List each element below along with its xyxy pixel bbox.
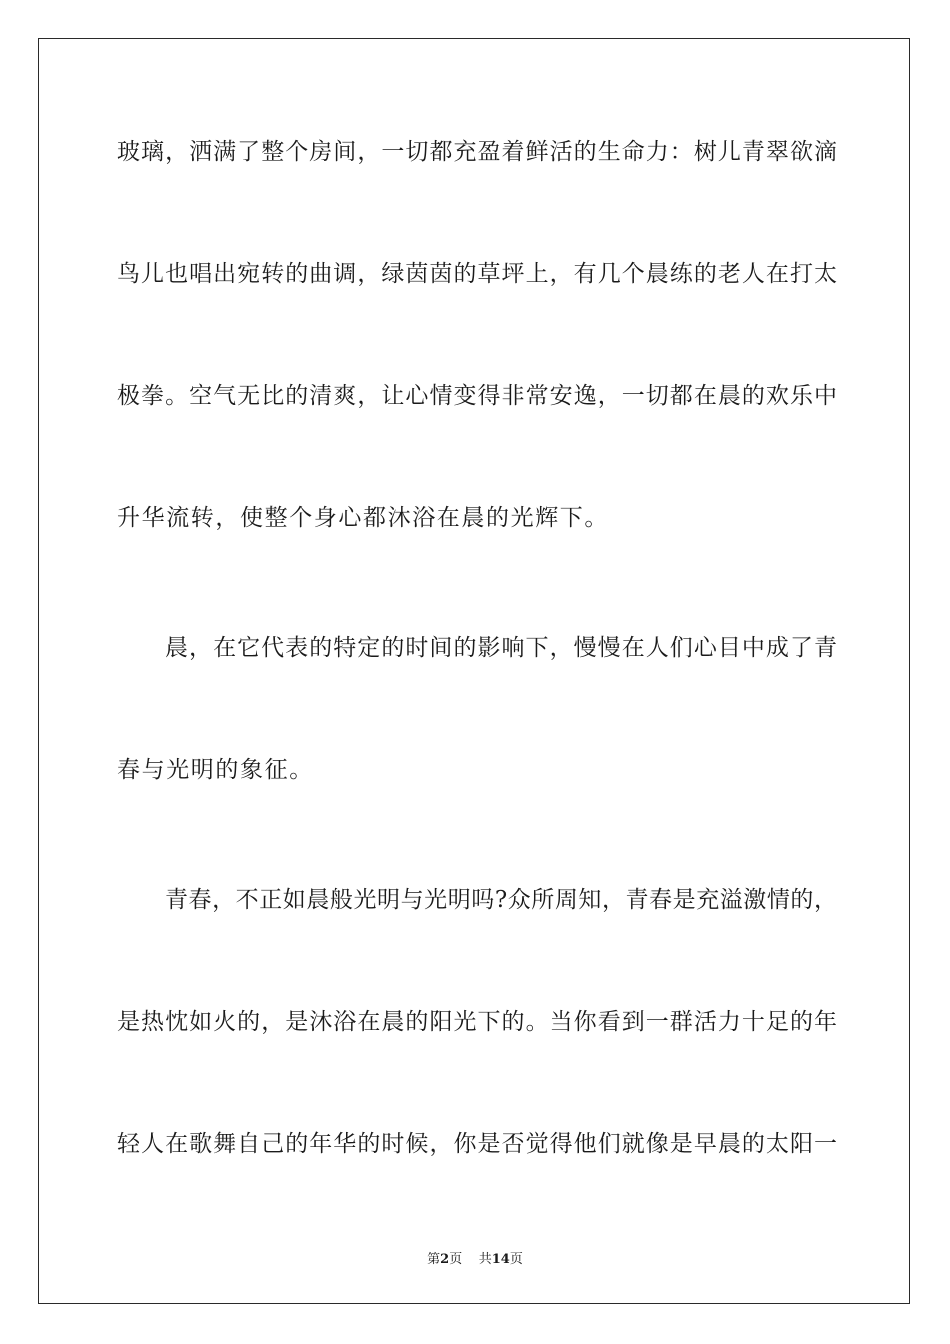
footer-total-prefix: 共 (478, 1252, 492, 1267)
footer-page-current: 2 (440, 1252, 450, 1267)
text-line-5: 晨，在它代表的特定的时间的影响下，慢慢在人们心目中成了青 (165, 635, 837, 661)
text-line-2: 鸟儿也唱出宛转的曲调，绿茵茵的草坪上，有几个晨练的老人在打太 (117, 261, 837, 287)
text-line-8: 是热忱如火的，是沐浴在晨的阳光下的。当你看到一群活力十足的年 (117, 1009, 837, 1035)
text-line-1: 玻璃，洒满了整个房间，一切都充盈着鲜活的生命力：树儿青翠欲滴 (117, 139, 837, 165)
text-line-4: 升华流转，使整个身心都沐浴在晨的光辉下。 (117, 505, 609, 531)
footer-total-suffix: 页 (509, 1252, 523, 1267)
text-line-9: 轻人在歌舞自己的年华的时候，你是否觉得他们就像是早晨的太阳一 (117, 1131, 837, 1157)
text-line-7: 青春，不正如晨般光明与光明吗?众所周知，青春是充溢激情的， (165, 887, 837, 913)
footer-page-prefix: 第 (427, 1252, 441, 1267)
text-line-3: 极拳。空气无比的清爽，让心情变得非常安逸，一切都在晨的欢乐中 (117, 383, 837, 409)
page-border (38, 38, 910, 1304)
footer-page-total: 14 (491, 1252, 510, 1267)
page-footer (0, 1248, 950, 1267)
footer-page-suffix: 页 (449, 1252, 463, 1267)
text-line-6: 春与光明的象征。 (117, 757, 314, 783)
